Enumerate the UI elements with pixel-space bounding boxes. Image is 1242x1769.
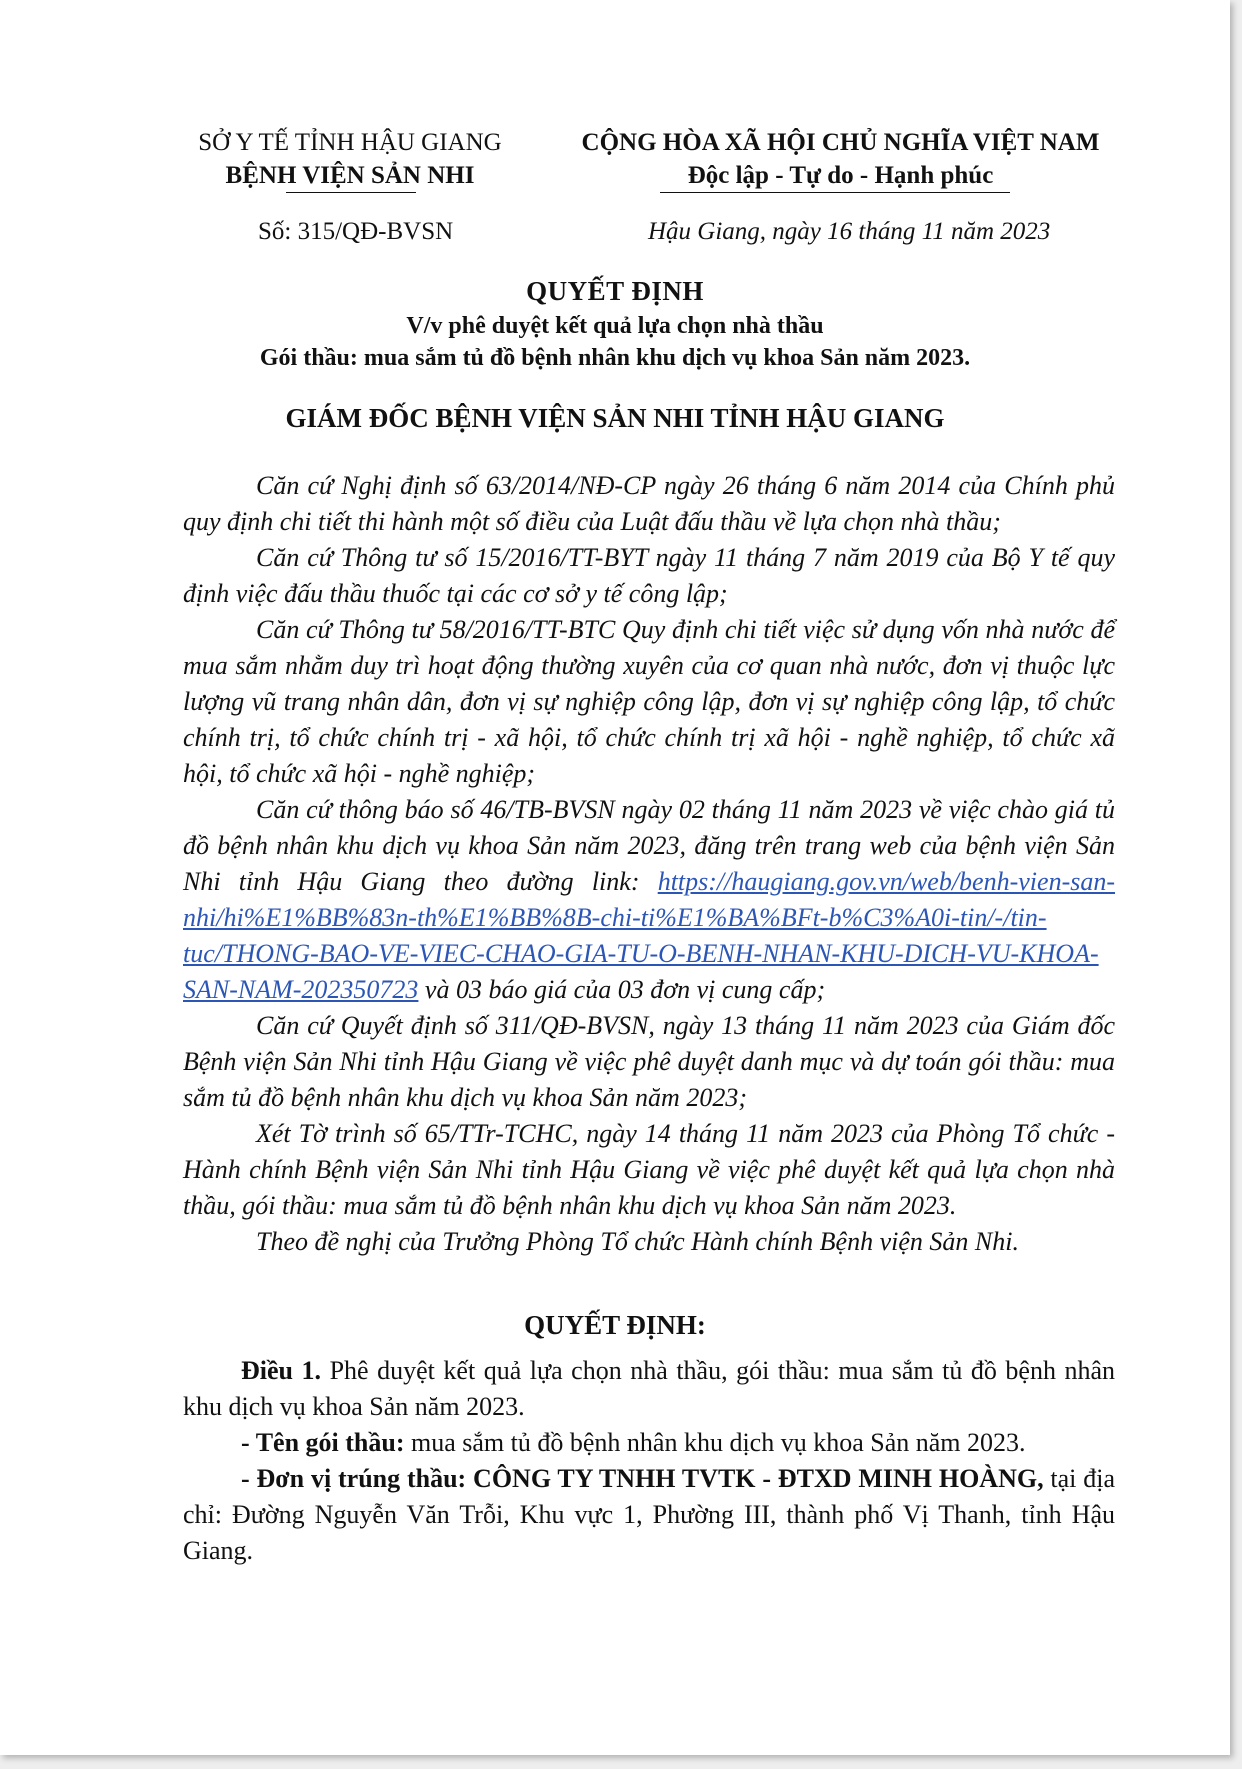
- basis-tail: và 03 báo giá của 03 đơn vị cung cấp;: [424, 975, 826, 1004]
- legal-bases: [183, 468, 1115, 1260]
- basis-paragraph: Theo đề nghị của Trưởng Phòng Tổ chức Hành chính Bệnh viện Sản Nhi.: [256, 1227, 1019, 1256]
- basis-paragraph: Xét Tờ trình số 65/TTr-TCHC, ngày 14 tháng 11 năm 2023 của Phòng Tổ chức - Hành chính Bệnh viện Sản Nhi tỉnh Hậu Giang về việc phê duyệt kết quả lựa chọn nhà thầu, gói thầu: mua sắm tủ đồ bệnh nhân khu dịch vụ khoa Sản năm 2023.: [183, 1119, 1115, 1220]
- issuer-underline: [286, 192, 416, 193]
- basis-text: Căn cứ thông báo số 46/TB-BVSN ngày 02 tháng 11 năm 2023 về việc chào giá tủ đồ bệnh nhân khu dịch vụ khoa Sản năm 2023, đăng trên trang web của bệnh viện Sản Nhi tỉnh Hậu Giang theo đường link:: [183, 795, 1115, 896]
- winner-label: - Đơn vị trúng thầu:: [241, 1464, 467, 1493]
- department-name: SỞ Y TẾ TỈNH HẬU GIANG: [198, 129, 502, 156]
- basis-paragraph: Căn cứ Thông tư 58/2016/TT-BTC Quy định chi tiết việc sử dụng vốn nhà nước để mua sắm nhằm duy trì hoạt động thường xuyên của cơ quan nhà nước, đơn vị thuộc lực lượng vũ trang nhân dân, đơn vị sự nghiệp công lập, đơn vị sự nghiệp công lập, tổ chức chính trị, tổ chức chính trị - xã hội, tổ chức chính trị xã hội - nghề nghiệp, tổ chức xã hội, tổ chức xã hội - nghề nghiệp;: [183, 615, 1115, 788]
- package-label: - Tên gói thầu:: [241, 1428, 405, 1457]
- document-number: Số: 315/QĐ-BVSN: [258, 218, 454, 245]
- winner-address: tại địa chỉ: Đường Nguyễn Văn Trỗi, Khu vực 1, Phường III, thành phố Vị Thanh, tỉnh Hậu Giang.: [183, 1464, 1116, 1565]
- article-1-text: Phê duyệt kết quả lựa chọn nhà thầu, gói thầu: mua sắm tủ đồ bệnh nhân khu dịch vụ khoa Sản năm 2023.: [183, 1356, 1116, 1421]
- national-motto: Độc lập - Tự do - Hạnh phúc: [687, 162, 994, 189]
- basis-paragraph-with-link: [183, 792, 1115, 1008]
- decision-heading: QUYẾT ĐỊNH:: [524, 1310, 706, 1340]
- subject-line-2: Gói thầu: mua sắm tủ đồ bệnh nhân khu dịch vụ khoa Sản năm 2023.: [259, 345, 971, 371]
- national-title-block: [543, 126, 1138, 192]
- winner-value: CÔNG TY TNHH TVTK - ĐTXD MINH HOÀNG,: [473, 1464, 1044, 1493]
- document-title: QUYẾT ĐỊNH: [526, 276, 704, 306]
- package-name-line: [183, 1425, 1115, 1461]
- basis-paragraph: Căn cứ Thông tư số 15/2016/TT-BYT ngày 11 tháng 7 năm 2019 của Bộ Y tế quy định việc đấu thầu thuốc tại các cơ sở y tế công lập;: [183, 543, 1115, 608]
- hospital-name: BỆNH VIỆN SẢN NHI: [225, 162, 475, 189]
- director-heading: GIÁM ĐỐC BỆNH VIỆN SẢN NHI TỈNH HẬU GIANG: [285, 403, 945, 433]
- article-1: [183, 1353, 1115, 1569]
- article-1-paragraph: [183, 1353, 1115, 1425]
- announcement-link[interactable]: https://haugiang.gov.vn/web/benh-vien-san-nhi/hi%E1%BB%83n-th%E1%BB%8B-chi-ti%E1%BA%BFt-b%C3%A0i-tin/-/tin-tuc/THONG-BAO-VE-VIEC-CHAO-GIA-TU-O-BENH-NHAN-KHU-DICH-VU-KHOA-SAN-NAM-202350723: [183, 867, 1115, 1004]
- subject-line-1: V/v phê duyệt kết quả lựa chọn nhà thầu: [406, 313, 824, 339]
- basis-paragraph: Căn cứ Nghị định số 63/2014/NĐ-CP ngày 26 tháng 6 năm 2014 của Chính phủ quy định chi tiết thi hành một số điều của Luật đấu thầu về lựa chọn nhà thầu;: [183, 471, 1115, 536]
- document-date: Hậu Giang, ngày 16 tháng 11 năm 2023: [648, 218, 1051, 245]
- package-value: mua sắm tủ đồ bệnh nhân khu dịch vụ khoa Sản năm 2023.: [411, 1428, 1026, 1457]
- article-1-label: Điều 1.: [241, 1356, 322, 1385]
- motto-underline: [660, 192, 1010, 193]
- winner-line: [183, 1461, 1115, 1569]
- national-title: CỘNG HÒA XÃ HỘI CHỦ NGHĨA VIỆT NAM: [581, 129, 1100, 156]
- basis-paragraph: Căn cứ Quyết định số 311/QĐ-BVSN, ngày 13 tháng 11 năm 2023 của Giám đốc Bệnh viện Sản Nhi tỉnh Hậu Giang về việc phê duyệt danh mục và dự toán gói thầu: mua sắm tủ đồ bệnh nhân khu dịch vụ khoa Sản năm 2023;: [183, 1011, 1115, 1112]
- issuer-block: [160, 126, 540, 192]
